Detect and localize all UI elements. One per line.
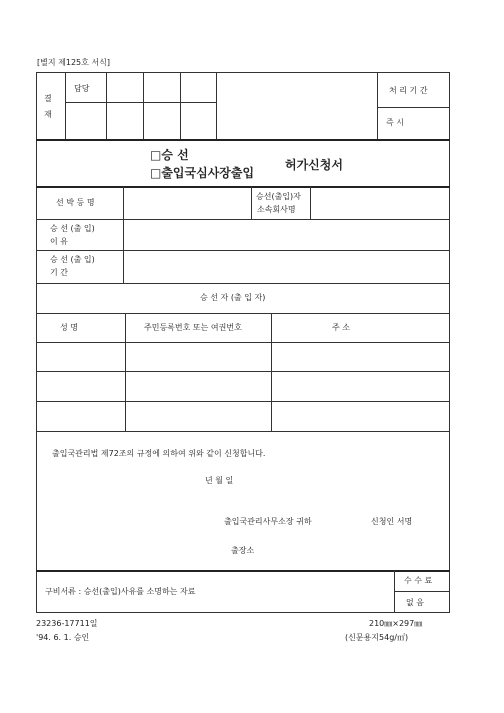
approval-date: '94. 6. 1. 승인 — [36, 633, 90, 642]
persons-row-line — [36, 313, 450, 314]
col-id-header: 주민등록번호 또는 여권번호 — [144, 323, 242, 332]
fee-label: 수 수 료 — [404, 576, 433, 585]
info-top-line — [36, 186, 450, 188]
title-top-line — [36, 139, 450, 141]
reason-label: 승 선 (출 입) — [50, 224, 95, 233]
info-col-line — [251, 186, 252, 219]
processing-row-line — [377, 107, 450, 108]
form-title: 허가신청서 — [285, 158, 343, 172]
documents-top-line — [36, 570, 450, 572]
info-row-line — [36, 219, 450, 220]
info-row-line — [36, 283, 450, 284]
approval-label: 재 — [44, 110, 52, 119]
persons-col-line — [271, 313, 272, 431]
persons-row-line — [36, 431, 450, 432]
col-name-header: 성 명 — [60, 323, 78, 332]
fee-value: 없 음 — [406, 598, 424, 607]
persons-row-line — [36, 401, 450, 402]
persons-row-line — [36, 371, 450, 372]
approval-col-line — [180, 72, 181, 140]
info-row-line — [36, 250, 450, 251]
application-date: 년 월 일 — [205, 476, 234, 485]
persons-section-title: 승 선 자 (출 입 자) — [200, 293, 266, 302]
processing-period-label: 처 리 기 간 — [389, 86, 428, 95]
info-col-line — [123, 186, 124, 283]
company-label: 소속회사명 — [257, 205, 296, 214]
document-number: 23236-17711일 — [36, 619, 98, 628]
reason-label: 이 유 — [50, 237, 68, 246]
paper-type: (신문용지54g/㎡) — [345, 633, 409, 642]
persons-col-line — [125, 313, 126, 431]
col-address-header: 주 소 — [332, 323, 350, 332]
paper-size: 210㎜×297㎜ — [369, 619, 423, 628]
approval-col-line — [143, 72, 144, 140]
office-recipient: 출입국관리사무소장 귀하 — [224, 517, 312, 526]
title-option-boarding: □승 선 — [150, 148, 189, 162]
declaration-text: 출입국관리법 제72조의 규정에 의하여 위와 같이 신청합니다. — [52, 449, 266, 458]
info-col-line — [310, 186, 311, 219]
fee-row-line — [394, 591, 450, 592]
required-documents: 구비서류 : 승선(출입)사유를 소명하는 자료 — [45, 587, 196, 596]
processing-period-value: 즉 시 — [386, 118, 404, 127]
form-reference: [별지 제125호 서식] — [37, 58, 110, 67]
officer-label: 담당 — [74, 84, 90, 93]
title-option-entry: □출입국심사장출입 — [150, 166, 255, 180]
branch-office: 출장소 — [231, 546, 255, 555]
persons-row-line — [36, 342, 450, 343]
approval-divider — [65, 72, 66, 140]
approval-col-line — [106, 72, 107, 140]
company-label: 승선(출입)자 — [256, 192, 301, 201]
processing-divider — [377, 72, 378, 140]
period-label: 기 간 — [50, 268, 68, 277]
approval-label: 결 — [44, 94, 52, 103]
applicant-signature: 신청인 서명 — [371, 517, 413, 526]
approval-col-line — [216, 72, 217, 140]
ship-name-label: 선 박 등 명 — [56, 198, 95, 207]
period-label: 승 선 (출 입) — [50, 255, 95, 264]
approval-row-line — [65, 102, 216, 103]
